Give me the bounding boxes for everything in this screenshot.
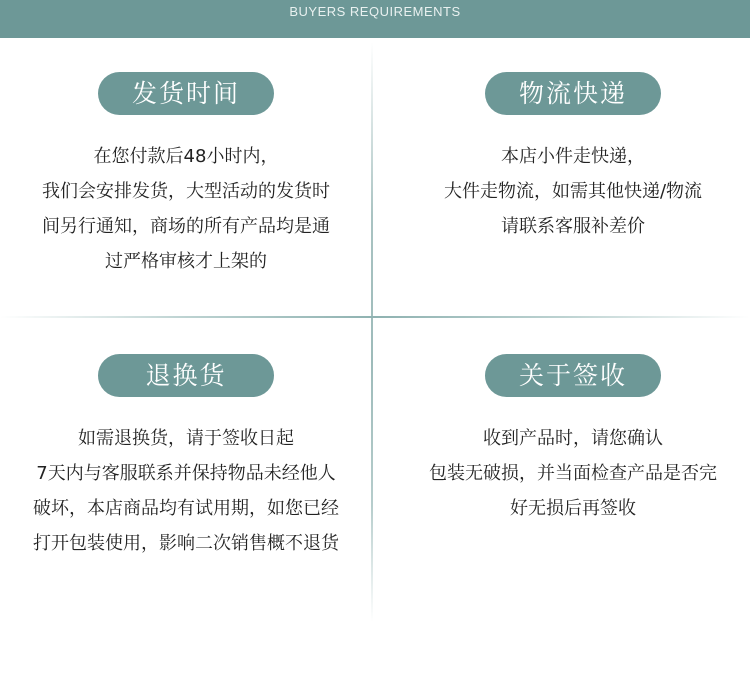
body-line: 请联系客服补差价 <box>501 216 645 237</box>
horizontal-divider <box>0 316 750 318</box>
section-body <box>387 139 750 244</box>
body-line: 间另行通知，商场的所有产品均是通 <box>42 216 330 237</box>
section-body <box>0 139 372 279</box>
body-line: 好无损后再签收 <box>510 498 636 519</box>
body-line: 过严格审核才上架的 <box>105 251 267 272</box>
body-line: 7天内与客服联系并保持物品未经他人 <box>36 463 336 484</box>
section-title-badge: 物流快递 <box>485 72 661 115</box>
body-line: 本店小件走快递， <box>501 146 645 167</box>
body-line: 我们会安排发货，大型活动的发货时 <box>42 181 330 202</box>
section-returns <box>0 354 372 561</box>
section-logistics <box>387 72 750 244</box>
header-bar <box>0 0 750 38</box>
section-receipt <box>387 354 750 526</box>
body-line: 包装无破损，并当面检查产品是否完 <box>429 463 717 484</box>
section-title-badge: 发货时间 <box>98 72 274 115</box>
body-line: 收到产品时，请您确认 <box>483 428 663 449</box>
section-title-badge: 关于签收 <box>485 354 661 397</box>
section-body <box>0 421 372 561</box>
section-body <box>387 421 750 526</box>
body-line: 大件走物流，如需其他快递/物流 <box>443 181 703 202</box>
section-shipping-time <box>0 72 372 279</box>
body-line: 打开包装使用，影响二次销售概不退货 <box>33 533 339 554</box>
section-title-badge: 退换货 <box>98 354 274 397</box>
body-line: 破坏，本店商品均有试用期，如您已经 <box>33 498 339 519</box>
body-line: 如需退换货，请于签收日起 <box>78 428 294 449</box>
body-line: 在您付款后48小时内， <box>93 146 279 167</box>
header-title: BUYERS REQUIREMENTS <box>289 4 461 19</box>
